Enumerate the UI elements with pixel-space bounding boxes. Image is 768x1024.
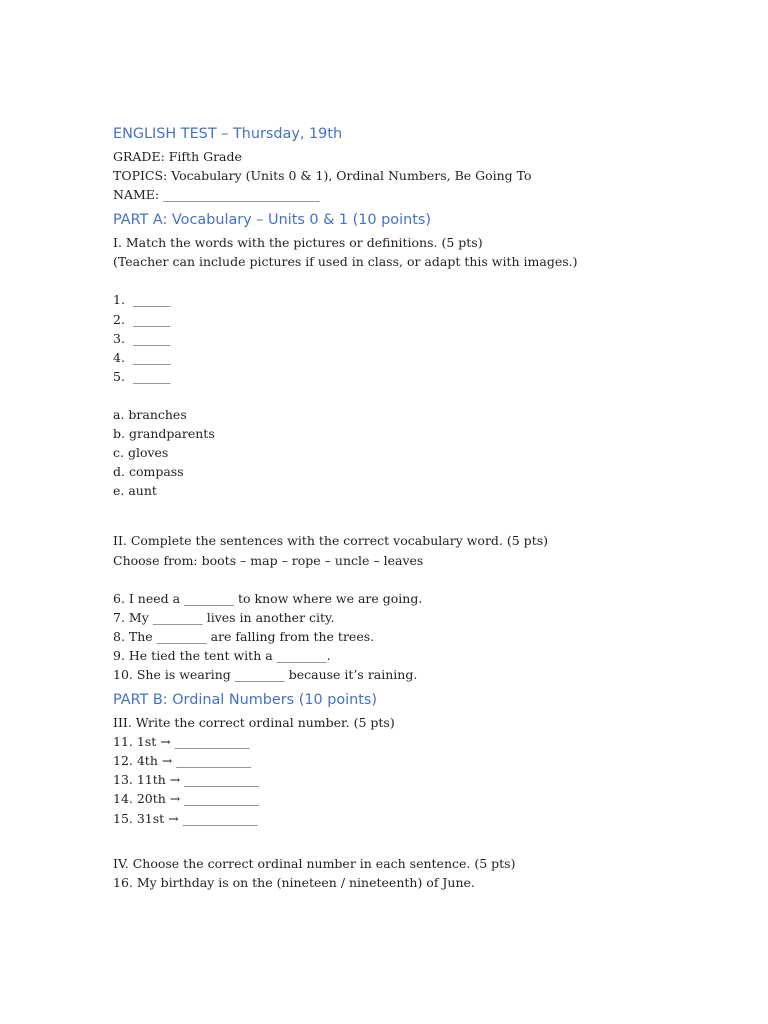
ordinal-item: 11. 1st → ____________ <box>113 734 250 750</box>
fill-in-sentence: 10. She is wearing ________ because it’s raining. <box>113 666 418 682</box>
ordinal-item: 12. 4th → ____________ <box>113 753 252 769</box>
section-1-instruction: I. Match the words with the pictures or definitions. (5 pts) <box>113 235 483 251</box>
matching-option: e. aunt <box>113 483 157 499</box>
matching-blank: 5. ______ <box>113 368 171 384</box>
choice-sentence: 16. My birthday is on the (nineteen / nineteenth) of June. <box>113 874 475 890</box>
ordinal-item: 13. 11th → ____________ <box>113 772 260 788</box>
fill-in-sentence: 9. He tied the tent with a ________. <box>113 647 331 663</box>
topics-line: TOPICS: Vocabulary (Units 0 & 1), Ordinal Numbers, Be Going To <box>113 168 532 184</box>
ordinal-item: 14. 20th → ____________ <box>113 791 260 807</box>
fill-in-sentence: 8. The ________ are falling from the trees. <box>113 628 375 644</box>
matching-option: c. gloves <box>113 445 169 461</box>
matching-option: b. grandparents <box>113 426 215 442</box>
part-b-heading: PART B: Ordinal Numbers (10 points) <box>113 692 378 709</box>
fill-in-sentence: 7. My ________ lives in another city. <box>113 609 335 625</box>
section-1-note: (Teacher can include pictures if used in class, or adapt this with images.) <box>113 254 578 270</box>
section-4-instruction: IV. Choose the correct ordinal number in each sentence. (5 pts) <box>113 855 516 871</box>
matching-blank: 4. ______ <box>113 349 171 365</box>
name-line: NAME: _________________________ <box>113 187 320 203</box>
part-a-heading: PART A: Vocabulary – Units 0 & 1 (10 points) <box>113 212 431 229</box>
section-3-instruction: III. Write the correct ordinal number. (5 pts) <box>113 715 395 731</box>
matching-option: d. compass <box>113 464 184 480</box>
test-title: ENGLISH TEST – Thursday, 19th <box>113 126 343 142</box>
matching-blank: 3. ______ <box>113 330 171 346</box>
matching-blank: 2. ______ <box>113 311 171 327</box>
word-bank: Choose from: boots – map – rope – uncle – leaves <box>113 552 424 568</box>
fill-in-sentence: 6. I need a ________ to know where we are going. <box>113 590 423 606</box>
matching-option: a. branches <box>113 406 187 422</box>
section-2-instruction: II. Complete the sentences with the correct vocabulary word. (5 pts) <box>113 533 549 549</box>
matching-blank: 1. ______ <box>113 292 171 308</box>
ordinal-item: 15. 31st → ____________ <box>113 810 258 826</box>
test-content <box>113 125 673 892</box>
grade-line: GRADE: Fifth Grade <box>113 149 242 164</box>
